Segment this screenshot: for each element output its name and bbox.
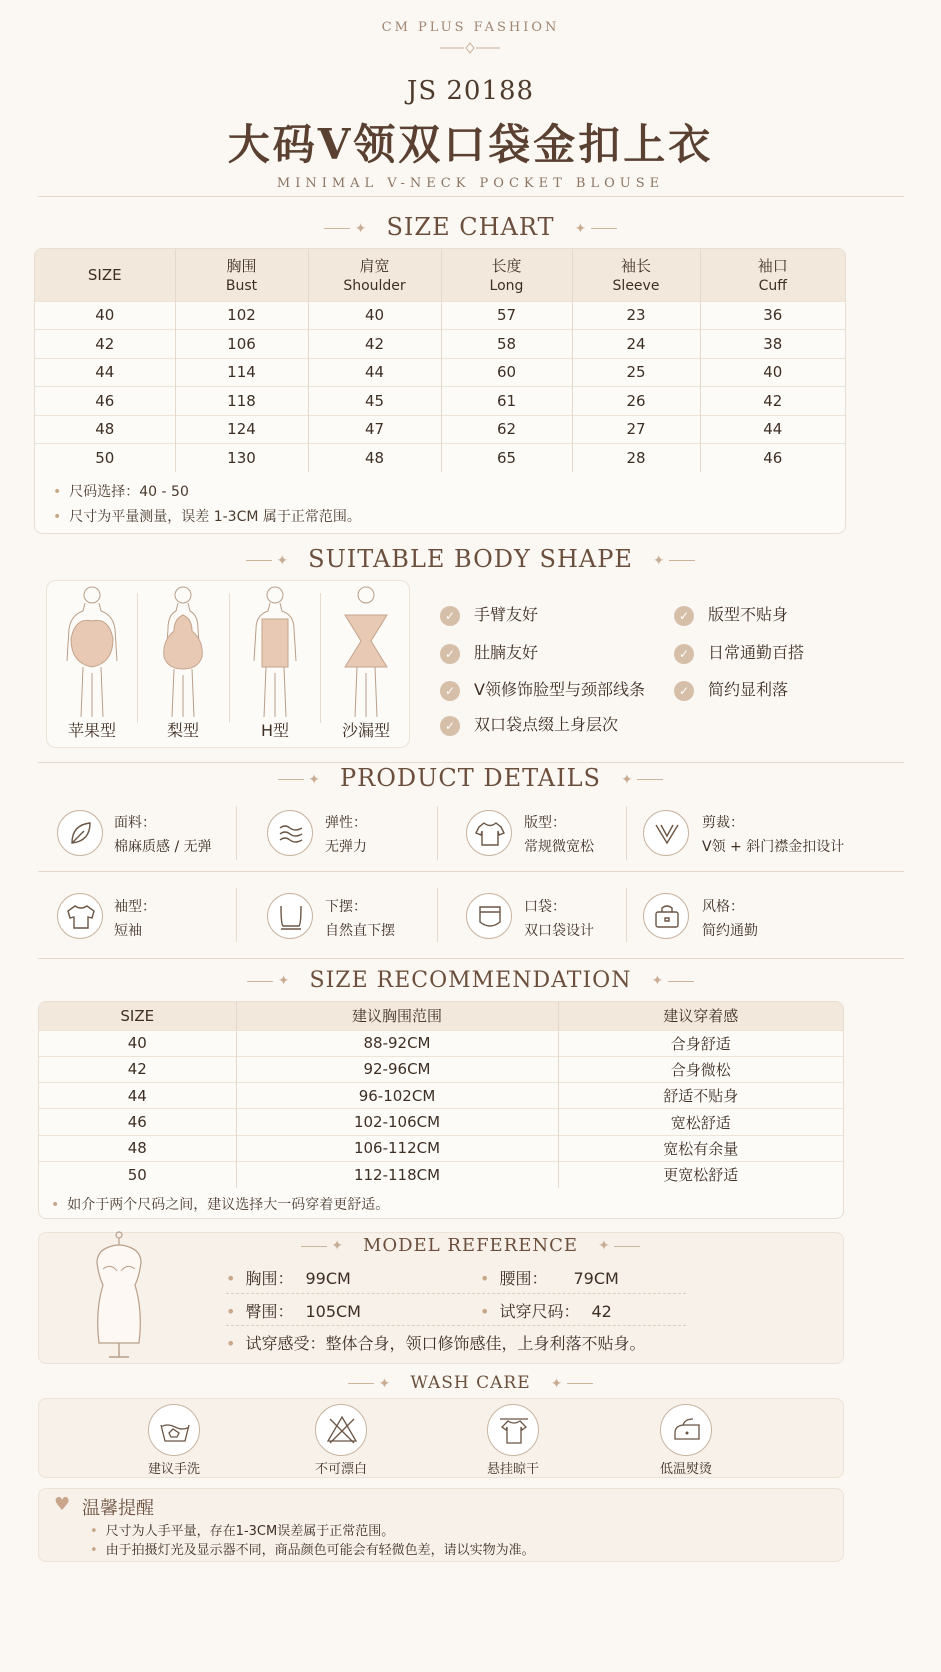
shape-pear xyxy=(138,581,228,749)
size-recommendation-table xyxy=(39,1002,843,1188)
feature-right-1: ✓ 版型不贴身 xyxy=(674,602,788,626)
low-iron-icon xyxy=(660,1404,712,1456)
tips-line-2: • 由于拍摄灯光及显示器不同，商品颜色可能会有轻微色差，请以实物为准。 xyxy=(90,1543,535,1558)
size-chart-header-shoulder: 肩宽 Shoulder xyxy=(308,249,441,301)
table-row xyxy=(35,444,845,473)
rec-header-bust-range: 建议胸围范围 xyxy=(236,1002,558,1030)
table-row xyxy=(39,1030,843,1056)
shape-hourglass xyxy=(321,581,411,749)
table-cell: 102 xyxy=(175,301,308,330)
table-cell: 106 xyxy=(175,330,308,359)
detail-value-sleeve: 短袖 xyxy=(114,923,142,939)
table-cell: 106-112CM xyxy=(236,1135,558,1161)
shape-apple xyxy=(47,581,137,749)
divider xyxy=(437,806,438,860)
table-cell: 61 xyxy=(441,387,572,416)
apple-body-icon xyxy=(47,581,137,721)
table-cell: 42 xyxy=(35,330,175,359)
divider xyxy=(236,888,237,942)
pear-body-icon xyxy=(138,581,228,721)
table-cell: 46 xyxy=(39,1109,236,1135)
detail-value-pocket: 双口袋设计 xyxy=(524,923,594,939)
table-cell: 60 xyxy=(441,358,572,387)
tshirt-icon xyxy=(466,810,512,856)
model-waist: • 腰围： 79CM xyxy=(480,1269,619,1288)
product-code: JS 20188 xyxy=(406,76,535,106)
table-cell: 40 xyxy=(39,1030,236,1056)
table-cell: 23 xyxy=(572,301,700,330)
size-chart-table xyxy=(35,249,845,472)
body-shapes-card xyxy=(46,580,410,748)
table-cell: 宽松有余量 xyxy=(558,1135,843,1161)
shape-label-apple: 苹果型 xyxy=(67,721,116,740)
table-cell: 40 xyxy=(700,358,845,387)
detail-label-fabric: 面料： xyxy=(114,815,156,831)
size-chart-header-long: 长度 Long xyxy=(441,249,572,301)
detail-label-elasticity: 弹性： xyxy=(325,815,367,831)
table-cell: 58 xyxy=(441,330,572,359)
rec-header-size: SIZE xyxy=(39,1002,236,1030)
table-cell: 114 xyxy=(175,358,308,387)
detail-label-sleeve: 袖型： xyxy=(114,899,156,915)
shape-h xyxy=(230,581,320,749)
table-cell: 27 xyxy=(572,415,700,444)
table-cell: 合身微松 xyxy=(558,1056,843,1082)
shape-label-hourglass: 沙漏型 xyxy=(341,721,390,740)
divider xyxy=(626,806,627,860)
table-cell: 42 xyxy=(39,1056,236,1082)
detail-label-fit: 版型： xyxy=(524,815,566,831)
table-cell: 124 xyxy=(175,415,308,444)
table-cell: 48 xyxy=(308,444,441,473)
table-row xyxy=(35,358,845,387)
sleeve-icon xyxy=(57,893,103,939)
model-feel: • 试穿感受：整体合身，领口修饰感佳，上身利落不贴身。 xyxy=(226,1334,646,1353)
leaf-icon xyxy=(57,810,103,856)
feature-right-3: ✓ 简约显利落 xyxy=(674,677,788,701)
table-cell: 118 xyxy=(175,387,308,416)
table-cell: 38 xyxy=(700,330,845,359)
feature-left-2: ✓ 肚腩友好 xyxy=(440,640,538,664)
table-cell: 62 xyxy=(441,415,572,444)
divider xyxy=(437,888,438,942)
table-cell: 26 xyxy=(572,387,700,416)
check-icon: ✓ xyxy=(674,681,694,701)
detail-value-fabric: 棉麻质感 / 无弹 xyxy=(114,839,212,855)
table-cell: 25 xyxy=(572,358,700,387)
table-cell: 24 xyxy=(572,330,700,359)
check-icon: ✓ xyxy=(674,606,694,626)
feature-left-4: ✓ 双口袋点缀上身层次 xyxy=(440,712,618,736)
table-cell: 40 xyxy=(308,301,441,330)
product-title: 大码V领双口袋金扣上衣 xyxy=(227,120,714,169)
model-try-size: • 试穿尺码： 42 xyxy=(480,1302,612,1321)
pocket-icon xyxy=(466,893,512,939)
table-cell: 40 xyxy=(35,301,175,330)
size-recommendation-note: • 如介于两个尺码之间，建议选择大一码穿着更舒适。 xyxy=(51,1197,390,1213)
check-icon: ✓ xyxy=(440,716,460,736)
size-chart-header-cuff: 袖口 Cuff xyxy=(700,249,845,301)
size-chart-note-2: • 尺寸为平量测量，误差 1-3CM 属于正常范围。 xyxy=(53,509,361,525)
divider xyxy=(626,888,627,942)
tips-title: 温馨提醒 xyxy=(82,1498,154,1519)
bag-icon xyxy=(643,893,689,939)
wash-label-hang-dry: 悬挂晾干 xyxy=(486,1462,539,1477)
model-reference-heading: ✦ MODEL REFERENCE ✦ xyxy=(0,1235,941,1256)
table-row xyxy=(39,1135,843,1161)
product-details-heading: ✦ PRODUCT DETAILS ✦ xyxy=(0,764,941,792)
hourglass-body-icon xyxy=(321,581,411,721)
table-cell: 44 xyxy=(35,358,175,387)
divider xyxy=(226,1325,686,1326)
table-cell: 45 xyxy=(308,387,441,416)
table-row xyxy=(35,330,845,359)
table-cell: 48 xyxy=(35,415,175,444)
h-body-icon xyxy=(230,581,320,721)
table-cell: 舒适不贴身 xyxy=(558,1083,843,1109)
table-cell: 合身舒适 xyxy=(558,1030,843,1056)
tips-line-1: • 尺寸为人手平量，存在1-3CM误差属于正常范围。 xyxy=(90,1524,395,1539)
table-cell: 50 xyxy=(35,444,175,473)
table-cell: 46 xyxy=(700,444,845,473)
check-icon: ✓ xyxy=(440,681,460,701)
divider xyxy=(38,958,904,959)
detail-value-elasticity: 无弹力 xyxy=(325,839,367,855)
table-cell: 47 xyxy=(308,415,441,444)
model-hip: • 臀围： 105CM xyxy=(226,1302,361,1321)
feature-left-1: ✓ 手臂友好 xyxy=(440,602,538,626)
check-icon: ✓ xyxy=(440,606,460,626)
table-row xyxy=(39,1109,843,1135)
wash-label-low-iron: 低温熨烫 xyxy=(659,1462,712,1477)
hem-icon xyxy=(267,893,313,939)
table-cell: 92-96CM xyxy=(236,1056,558,1082)
table-cell: 65 xyxy=(441,444,572,473)
model-bust: • 胸围： 99CM xyxy=(226,1269,351,1288)
brand-name: CM PLUS FASHION xyxy=(381,20,560,35)
feature-right-2: ✓ 日常通勤百搭 xyxy=(674,640,804,664)
table-cell: 44 xyxy=(39,1083,236,1109)
divider xyxy=(38,762,904,763)
no-bleach-icon xyxy=(315,1404,367,1456)
table-cell: 36 xyxy=(700,301,845,330)
size-recommendation-card xyxy=(38,1001,844,1219)
size-recommendation-heading: ✦ SIZE RECOMMENDATION ✦ xyxy=(0,968,941,993)
size-chart-header-size: SIZE xyxy=(35,249,175,301)
table-cell: 宽松舒适 xyxy=(558,1109,843,1135)
check-icon: ✓ xyxy=(440,644,460,664)
table-row xyxy=(35,415,845,444)
table-row xyxy=(35,301,845,330)
detail-value-style: 简约通勤 xyxy=(702,923,758,939)
divider xyxy=(226,1293,686,1294)
table-cell: 44 xyxy=(700,415,845,444)
shape-label-pear: 梨型 xyxy=(166,721,199,740)
wash-care-heading: ✦ WASH CARE ✦ xyxy=(0,1373,941,1393)
shape-label-h: H型 xyxy=(260,721,290,740)
size-chart-heading: ✦ SIZE CHART ✦ xyxy=(0,213,941,241)
hand-wash-icon xyxy=(148,1404,200,1456)
table-row xyxy=(39,1161,843,1187)
detail-label-cut: 剪裁： xyxy=(702,815,744,831)
detail-value-hem: 自然直下摆 xyxy=(325,923,395,939)
table-cell: 48 xyxy=(39,1135,236,1161)
table-cell: 42 xyxy=(308,330,441,359)
size-chart-note-1: • 尺码选择：40 - 50 xyxy=(53,484,189,500)
table-cell: 50 xyxy=(39,1161,236,1187)
v-neck-icon xyxy=(643,810,689,856)
table-row xyxy=(39,1083,843,1109)
table-cell: 112-118CM xyxy=(236,1161,558,1187)
divider xyxy=(38,196,904,197)
table-cell: 46 xyxy=(35,387,175,416)
table-cell: 更宽松舒适 xyxy=(558,1161,843,1187)
product-subtitle: MINIMAL V-NECK POCKET BLOUSE xyxy=(276,176,665,191)
wash-label-hand-wash: 建议手洗 xyxy=(147,1462,200,1477)
divider xyxy=(38,871,904,872)
table-cell: 96-102CM xyxy=(236,1083,558,1109)
table-cell: 28 xyxy=(572,444,700,473)
detail-label-hem: 下摆： xyxy=(325,899,367,915)
table-cell: 130 xyxy=(175,444,308,473)
check-icon: ✓ xyxy=(674,644,694,664)
table-cell: 44 xyxy=(308,358,441,387)
detail-label-pocket: 口袋： xyxy=(524,899,566,915)
table-row xyxy=(39,1056,843,1082)
table-cell: 88-92CM xyxy=(236,1030,558,1056)
waves-icon xyxy=(267,810,313,856)
divider xyxy=(236,806,237,860)
detail-label-style: 风格： xyxy=(702,899,744,915)
table-row xyxy=(35,387,845,416)
rec-header-feel: 建议穿着感 xyxy=(558,1002,843,1030)
body-shape-heading: ✦ SUITABLE BODY SHAPE ✦ xyxy=(0,545,941,573)
detail-value-cut: V领 + 斜门襟金扣设计 xyxy=(702,839,845,855)
size-chart-header-sleeve: 袖长 Sleeve xyxy=(572,249,700,301)
size-chart-header-bust: 胸围 Bust xyxy=(175,249,308,301)
feature-left-3: ✓ V领修饰脸型与颈部线条 xyxy=(440,677,645,701)
size-chart-card xyxy=(34,248,846,534)
detail-value-fit: 常规微宽松 xyxy=(524,839,594,855)
table-cell: 57 xyxy=(441,301,572,330)
heart-icon: ♥ xyxy=(54,1494,71,1515)
brand-ornament xyxy=(440,42,500,54)
hang-dry-icon xyxy=(487,1404,539,1456)
table-cell: 102-106CM xyxy=(236,1109,558,1135)
wash-label-no-bleach: 不可漂白 xyxy=(314,1462,367,1477)
table-cell: 42 xyxy=(700,387,845,416)
